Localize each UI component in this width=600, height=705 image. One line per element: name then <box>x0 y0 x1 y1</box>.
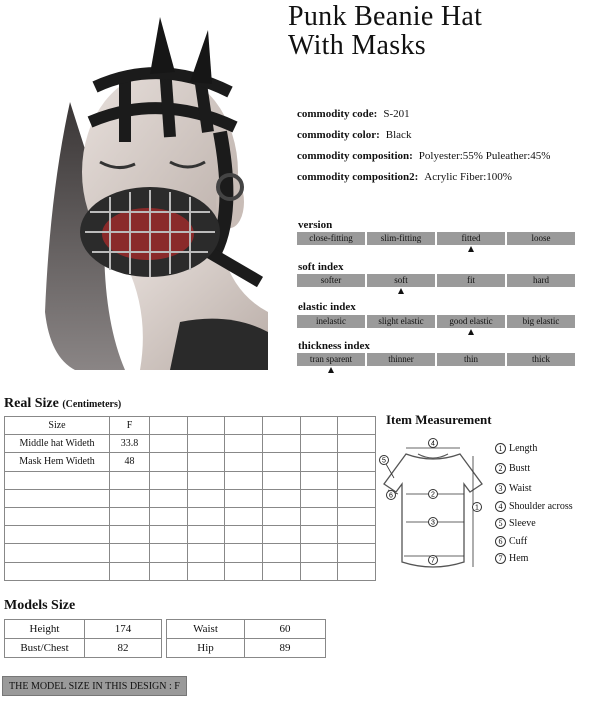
version-option-selected: fitted <box>437 232 505 245</box>
version-option: loose <box>507 232 575 245</box>
models-size-table-right <box>166 619 326 658</box>
model-key: Waist <box>167 620 245 639</box>
legend-item: 4 Shoulder across <box>495 501 573 512</box>
version-option: close-fitting <box>297 232 365 245</box>
thickness-index-scale <box>297 353 575 366</box>
real-size-title <box>4 396 121 412</box>
thickness-option: thinner <box>367 353 435 366</box>
size-f-header: F <box>110 417 150 435</box>
elastic-option: big elastic <box>507 315 575 328</box>
svg-text:1: 1 <box>475 504 479 512</box>
row-label: Mask Hem Wideth <box>5 453 110 471</box>
version-option: slim-fitting <box>367 232 435 245</box>
svg-text:2: 2 <box>431 491 435 499</box>
legend-item: 7 Hem <box>495 553 528 564</box>
table-row <box>5 544 376 562</box>
soft-option: fit <box>437 274 505 287</box>
row-label: Middle hat Wideth <box>5 435 110 453</box>
soft-index-title: soft index <box>298 261 344 273</box>
soft-index-scale <box>297 274 575 287</box>
svg-text:4: 4 <box>431 440 435 448</box>
size-header: Size <box>5 417 110 435</box>
real-size-heading: Real Size <box>4 396 59 411</box>
elastic-option: slight elastic <box>367 315 435 328</box>
svg-text:7: 7 <box>431 557 435 565</box>
svg-text:6: 6 <box>389 492 393 500</box>
elastic-option: inelastic <box>297 315 365 328</box>
version-index-scale <box>297 232 575 245</box>
commodity-code-label: commodity code: <box>297 108 378 120</box>
product-title-line2: With Masks <box>288 30 426 61</box>
thickness-option: thin <box>437 353 505 366</box>
table-row <box>5 639 162 658</box>
elastic-index-title: elastic index <box>298 301 356 313</box>
real-size-table <box>4 416 376 581</box>
table-row <box>167 620 326 639</box>
commodity-composition-value: Polyester:55% Puleather:45% <box>418 150 551 162</box>
soft-option-selected: soft <box>367 274 435 287</box>
model-value: 60 <box>245 620 326 639</box>
svg-text:3: 3 <box>431 519 435 527</box>
commodity-color-label: commodity color: <box>297 129 380 141</box>
commodity-composition2-label: commodity composition2: <box>297 171 419 183</box>
thickness-option: thick <box>507 353 575 366</box>
svg-text:5: 5 <box>382 457 386 465</box>
garment-measurement-diagram <box>378 432 488 582</box>
commodity-composition-row <box>297 150 550 162</box>
model-value: 89 <box>245 639 326 658</box>
legend-item: 3 Waist <box>495 483 532 494</box>
model-key: Height <box>5 620 85 639</box>
commodity-composition2-value: Acrylic Fiber:100% <box>424 171 512 183</box>
model-key: Bust/Chest <box>5 639 85 658</box>
table-row <box>5 453 376 471</box>
product-photo <box>30 12 268 370</box>
row-value: 33.8 <box>110 435 150 453</box>
version-index-title: version <box>298 219 333 231</box>
model-value: 82 <box>85 639 162 658</box>
row-value: 48 <box>110 453 150 471</box>
table-row <box>5 526 376 544</box>
table-row <box>5 562 376 580</box>
product-title <box>288 2 482 60</box>
legend-item: 2 Bustt <box>495 463 530 474</box>
thickness-option-selected: tran sparent <box>297 353 365 366</box>
models-size-title: Models Size <box>4 598 76 613</box>
table-row <box>5 507 376 525</box>
commodity-composition-label: commodity composition: <box>297 150 413 162</box>
legend-item: 5 Sleeve <box>495 518 536 529</box>
commodity-color-value: Black <box>385 129 412 141</box>
legend-item: 1 Length <box>495 443 537 454</box>
commodity-code-row <box>297 108 410 120</box>
commodity-composition2-row <box>297 171 512 183</box>
table-row <box>5 620 162 639</box>
elastic-option-selected: good elastic <box>437 315 505 328</box>
elastic-index-scale <box>297 315 575 328</box>
table-row <box>5 417 376 435</box>
table-row <box>5 471 376 489</box>
commodity-code-value: S-201 <box>383 108 410 120</box>
commodity-color-row <box>297 129 411 141</box>
legend-item: 6 Cuff <box>495 536 527 547</box>
model-key: Hip <box>167 639 245 658</box>
thickness-index-title: thickness index <box>298 340 370 352</box>
model-value: 174 <box>85 620 162 639</box>
table-row <box>5 489 376 507</box>
soft-option: hard <box>507 274 575 287</box>
product-title-line1: Punk Beanie Hat <box>288 1 483 32</box>
table-row <box>5 435 376 453</box>
table-row <box>167 639 326 658</box>
item-measurement-title: Item Measurement <box>386 412 492 427</box>
real-size-unit: (Centimeters) <box>62 399 122 410</box>
model-size-note: THE MODEL SIZE IN THIS DESIGN : F <box>2 676 187 696</box>
models-size-table-left <box>4 619 162 658</box>
soft-option: softer <box>297 274 365 287</box>
